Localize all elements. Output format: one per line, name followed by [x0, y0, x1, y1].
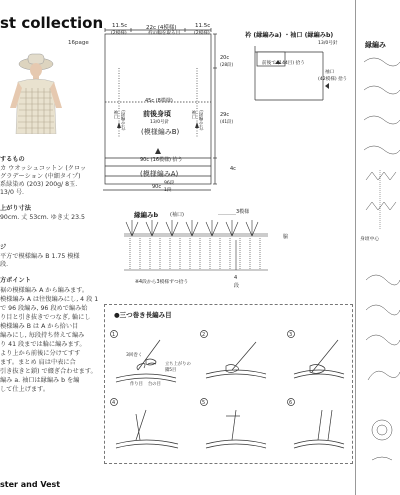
footer-title: ster and Vest	[0, 480, 61, 489]
model-photo	[8, 48, 66, 134]
right-side-1-sub: (28段)	[220, 63, 234, 68]
triple-title: ●三つ巻き長編み目	[114, 311, 172, 319]
armhole-left: 袖口	[113, 110, 118, 119]
gauge-line-2: 段.	[0, 261, 9, 268]
gauge-heading: ジ	[0, 244, 7, 251]
materials-line-3: 系緑染め (203) 200g/ 8玉.	[0, 181, 78, 188]
points-line-12: して仕上げます。	[0, 386, 50, 393]
points-line-2: 模様編み A は往復編みにし, 4 段 1	[0, 296, 99, 303]
svg-text:4: 4	[112, 400, 116, 406]
armhole-right-sub: (緑編み右)	[198, 110, 203, 131]
right-side-1: 20c	[220, 55, 230, 61]
cuff-sub: (42模様) 拾う	[318, 77, 348, 82]
materials-heading: するもの	[0, 156, 25, 163]
pickup-label: 90c (16模様) 拾う	[140, 157, 183, 163]
right-side-3: 4c	[230, 166, 236, 172]
points-line-8: より上から前後に分けてすす	[0, 350, 81, 357]
points-line-6: 編みにし, 毎段持ち替えて編み	[0, 332, 85, 339]
collar-front-label: 前後で (144目) 拾う	[262, 61, 305, 66]
edging-pattern-count: 3模様	[236, 209, 250, 215]
step1-sub3: 作り目	[130, 382, 143, 387]
collar-needle: 13/0号針	[318, 41, 338, 46]
right-strip-center-label: 身頃中心	[360, 237, 380, 242]
top-right-sub: (2模様)	[194, 31, 210, 36]
points-line-9: ます。まとめ 肩は中表に合	[0, 359, 76, 366]
step1-sub2: 鎖5目	[165, 368, 177, 373]
top-mid-sub: 衿の幅を取る目	[148, 31, 181, 36]
points-line-5: 模様編み B は A から拾い目	[0, 323, 79, 330]
right-side-2: 29c	[220, 112, 230, 118]
top-mid-width: 22c (4模様)	[146, 25, 177, 31]
edging-subtitle: (袖口)	[170, 212, 184, 218]
bottom-rows-sub: 1段	[164, 188, 172, 193]
svg-text:3: 3	[289, 332, 293, 338]
svg-text:2: 2	[202, 332, 206, 338]
top-right-width: 11.5c	[195, 23, 211, 29]
points-line-1: 裾の模様編み A から編みます。	[0, 287, 89, 294]
points-line-3: で 96 段編み, 96 段めで編み始	[0, 305, 88, 312]
top-left-width: 11.5c	[112, 23, 128, 29]
bottom-rows: 96段	[164, 181, 175, 186]
materials-line-2: グラデーション (中細タイプ)	[0, 173, 81, 180]
edging-chart	[118, 214, 280, 288]
materials-line-4: 13/0 号.	[0, 189, 25, 196]
page-reference: 16page	[68, 40, 89, 46]
collar-title: 衿 (縁編みa) ・袖口 (縁編みb)	[245, 32, 334, 39]
page-divider	[355, 0, 356, 495]
materials-line-1: カ ウオッシュコットン (クロッ	[0, 165, 87, 172]
edging-title: 縁編みb	[134, 211, 159, 219]
svg-text:1: 1	[112, 332, 116, 338]
gauge-line-1: 平方で模様編み B 1.75 模様	[0, 253, 80, 260]
right-side-2-sub: (41段)	[220, 120, 234, 125]
step1-sub4: 台の目	[148, 382, 161, 387]
edging-note: ※4段から3模様ずつ拾う	[135, 280, 189, 285]
bottom-width: 90c	[152, 184, 162, 190]
center-title: 前後身頃	[143, 110, 171, 118]
right-strip-chart	[358, 50, 400, 495]
points-line-4: り目と引き抜きでつなぎ, 輪にし	[0, 314, 91, 321]
triple-steps	[106, 326, 351, 460]
svg-text:5: 5	[202, 400, 206, 406]
page-title: st collection	[0, 14, 104, 32]
edging-bottom-label: 4	[234, 275, 238, 281]
points-line-11: 編み a. 袖口は縁編み b を編	[0, 377, 80, 384]
top-left-width-sub: (2模様)	[111, 31, 127, 36]
edging-bottom-sub: 段	[234, 283, 240, 289]
collar-schematic	[245, 38, 353, 108]
armhole-right: 袖口	[191, 110, 196, 119]
center-pattern: (模様編みB)	[141, 128, 180, 136]
points-line-10: 引き抜きと鎖) で綴ぎ合わせます。	[0, 368, 97, 375]
points-line-7: り 41 段までは輪に編みます。	[0, 341, 86, 348]
size-heading: 上がり寸法	[0, 205, 31, 212]
points-heading: 方ポイント	[0, 277, 31, 284]
right-strip-title: 縁編み	[365, 41, 386, 49]
center-needle: 13/0号針	[150, 120, 170, 125]
width-45: 45c (8模様)	[145, 98, 173, 104]
pattern-a: (模様編みA)	[140, 170, 179, 178]
armhole-left-sub: (緑編み右)	[120, 110, 125, 131]
size-line: 90cm. 丈 53cm. ゆき丈 23.5	[0, 214, 85, 221]
cuff-label: 袖口	[325, 70, 335, 75]
step1-label: 3回巻く	[126, 353, 143, 358]
edging-left-label: 脇	[283, 234, 289, 240]
svg-text:6: 6	[289, 400, 293, 406]
step1-sub1: 立ち上がりの	[165, 362, 191, 367]
